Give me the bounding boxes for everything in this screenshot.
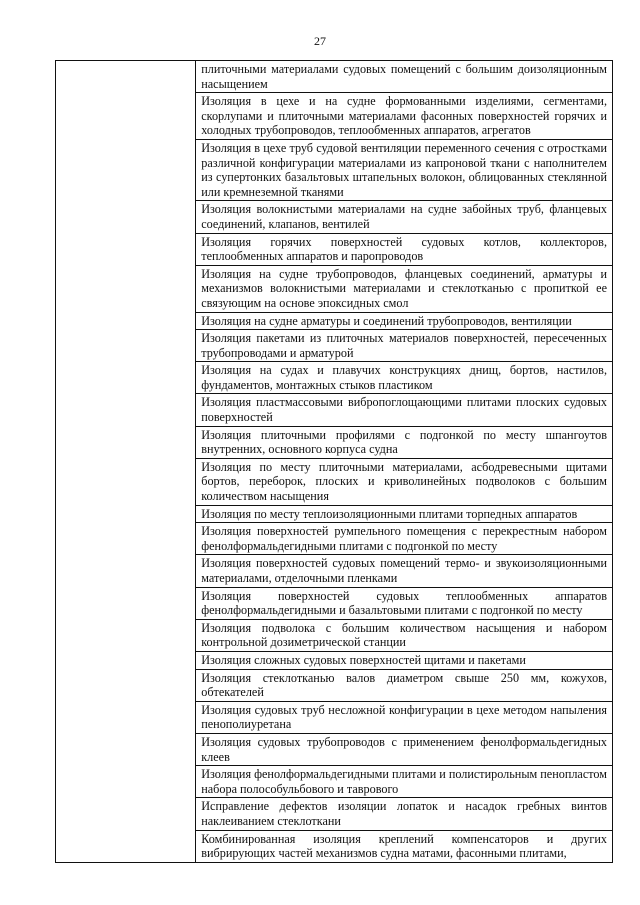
- table-cell: [196, 362, 613, 394]
- table-cell: [196, 701, 613, 733]
- cell-text: плиточными материалами судовых помещений с большим доизоляционным насыщением: [201, 62, 607, 91]
- cell-text: Изоляция сложных судовых поверхностей щитами и пакетами: [201, 652, 526, 667]
- table-cell: [196, 312, 613, 330]
- table-cell: [196, 669, 613, 701]
- table-cell: [196, 798, 613, 830]
- cell-text: Изоляция поверхностей судовых помещений термо- и звукоизоляционными материалами, отделочными пленками: [201, 556, 607, 585]
- table-cell: [196, 458, 613, 505]
- cell-text: Изоляция на судне арматуры и соединений трубопроводов, вентиляции: [201, 313, 572, 328]
- cell-text: Изоляция волокнистыми материалами на судне забойных труб, фланцевых соединений, клапанов, вентилей: [201, 202, 607, 231]
- cell-text: Изоляция горячих поверхностей судовых котлов, коллекторов, теплообменных аппаратов и паропроводов: [201, 234, 607, 264]
- table-cell: [196, 233, 613, 265]
- table-cell: [196, 766, 613, 798]
- table-cell: [196, 505, 613, 523]
- table-cell: [196, 139, 613, 200]
- table-cell: [196, 555, 613, 587]
- table-cell: [196, 265, 613, 312]
- table-cell: [196, 330, 613, 362]
- table-cell: [196, 733, 613, 765]
- cell-text: Изоляция на судне трубопроводов, фланцевых соединений, арматуры и механизмов волокнистыми материалами и стеклотканью с пропиткой ее связующим на основе эпоксидных смол: [201, 266, 607, 310]
- cell-text: Изоляция пакетами из плиточных материалов поверхностей, пересеченных трубопроводами и арматурой: [201, 331, 607, 360]
- cell-text: Изоляция судовых труб несложной конфигурации в цехе методом напыления пенополиуретана: [201, 702, 607, 732]
- cell-text: Изоляция по месту плиточными материалами, асбодревесными щитами бортов, переборок, плоских и криволинейных подволоков с большим количеством насыщения: [201, 459, 607, 504]
- table-cell: [196, 523, 613, 555]
- table-cell: [196, 426, 613, 458]
- table-cell: [196, 394, 613, 426]
- cell-text: Изоляция на судах и плавучих конструкциях днищ, бортов, настилов, фундаментов, монтажных стыков пластиком: [201, 363, 607, 392]
- cell-text: Изоляция в цехе труб судовой вентиляции переменного сечения с отростками различной конфигурации материалами из капроновой ткани с наполнителем из супертонких базальтовых штапельных волокон, облицованных стеклянной или кремнеземной тканями: [201, 140, 607, 199]
- table-cell: [196, 651, 613, 669]
- cell-text: Изоляция судовых трубопроводов с применением фенолформальдегидных клеев: [201, 734, 607, 764]
- cell-text: Изоляция фенолформальдегидными плитами и полистирольным пенопластом набора полособульбового и таврового: [201, 767, 607, 796]
- left-empty-column: [56, 61, 196, 863]
- table-cell: [196, 587, 613, 619]
- table-cell: [196, 201, 613, 233]
- cell-text: Исправление дефектов изоляции лопаток и насадок гребных винтов наклеиванием стеклоткани: [201, 799, 607, 828]
- table-cell: [196, 619, 613, 651]
- cell-text: Изоляция поверхностей румпельного помещения с перекрестным набором фенолформальдегидными плитами с подгонкой по месту: [201, 524, 607, 553]
- page-number: 27: [314, 34, 326, 48]
- table-row: [56, 61, 613, 93]
- cell-text: Изоляция поверхностей судовых теплообменных аппаратов фенолформальдегидными и базальтовыми плитами с подгонкой по месту: [201, 588, 607, 618]
- works-table: [55, 60, 613, 863]
- cell-text: Изоляция в цехе и на судне формованными изделиями, сегментами, скорлупами и плиточными материалами фасонных поверхностей горячих и холодных трубопроводов, теплообменных аппаратов, агрегатов: [201, 94, 607, 138]
- cell-text: Комбинированная изоляция креплений компенсаторов и других вибрирующих частей механизмов судна матами, фасонными плитами,: [201, 831, 607, 861]
- cell-text: Изоляция плиточными профилями с подгонкой по месту шпангоутов внутренних, основного корпуса судна: [201, 427, 607, 457]
- table-cell: [196, 61, 613, 93]
- table-cell: [196, 93, 613, 140]
- cell-text: Изоляция стеклотканью валов диаметром свыше 250 мм, кожухов, обтекателей: [201, 670, 607, 700]
- cell-text: Изоляция пластмассовыми вибропоглощающими плитами плоских судовых поверхностей: [201, 395, 607, 425]
- table-cell: [196, 830, 613, 862]
- cell-text: Изоляция подволока с большим количеством насыщения и набором контрольной дозиметрической станции: [201, 620, 607, 650]
- cell-text: Изоляция по месту теплоизоляционными плитами торпедных аппаратов: [201, 506, 578, 521]
